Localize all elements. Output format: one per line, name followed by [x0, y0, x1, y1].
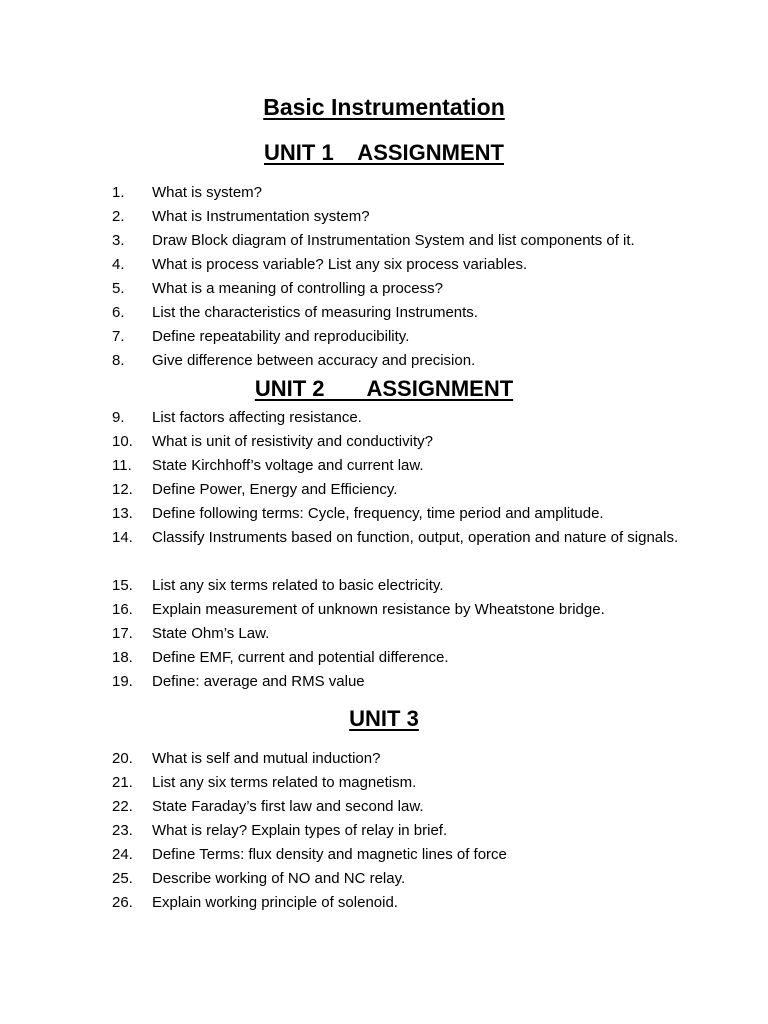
question-item: [0, 502, 768, 526]
question-item: [0, 795, 768, 819]
question-number: 14.: [112, 529, 133, 546]
unit-1-question-list: [0, 181, 768, 373]
question-item: [0, 747, 768, 771]
question-number: 11.: [112, 457, 132, 474]
question-number: 17.: [112, 625, 133, 642]
question-number: 7.: [112, 328, 125, 345]
question-number: 1.: [112, 184, 125, 201]
question-number: 22.: [112, 798, 133, 815]
unit-3-heading: UNIT 3: [349, 706, 419, 731]
question-number: 25.: [112, 870, 133, 887]
question-item: [0, 526, 768, 574]
question-text: State Kirchhoff’s voltage and current law.: [152, 457, 424, 474]
question-text: List any six terms related to basic electricity.: [152, 577, 444, 594]
question-item: [0, 574, 768, 598]
question-number: 16.: [112, 601, 133, 618]
question-number: 2.: [112, 208, 125, 225]
question-item: [0, 229, 768, 253]
question-number: 5.: [112, 280, 125, 297]
question-item: [0, 478, 768, 502]
question-number: 3.: [112, 232, 125, 249]
question-item: [0, 349, 768, 373]
question-text: State Ohm’s Law.: [152, 625, 270, 642]
question-text: Classify Instruments based on function, output, operation and nature of signals.: [152, 529, 679, 546]
question-text: Explain working principle of solenoid.: [152, 894, 398, 911]
question-item: [0, 646, 768, 670]
unit-2-question-list: [0, 406, 768, 694]
question-number: 21.: [112, 774, 133, 791]
question-text: What is a meaning of controlling a process?: [152, 280, 443, 297]
unit-3-question-list: [0, 747, 768, 915]
question-item: [0, 670, 768, 694]
question-text: List factors affecting resistance.: [152, 409, 362, 426]
question-text: Describe working of NO and NC relay.: [152, 870, 406, 887]
question-number: 24.: [112, 846, 133, 863]
document-title: Basic Instrumentation: [263, 94, 505, 120]
question-text: Define EMF, current and potential difference.: [152, 649, 449, 666]
question-item: [0, 301, 768, 325]
question-text: What is relay? Explain types of relay in brief.: [152, 822, 448, 839]
question-text: State Faraday’s first law and second law.: [152, 798, 424, 815]
question-text: What is system?: [152, 184, 263, 201]
question-text: Define Power, Energy and Efficiency.: [152, 481, 398, 498]
question-text: What is process variable? List any six process variables.: [152, 256, 528, 273]
question-number: 6.: [112, 304, 125, 321]
question-number: 9.: [112, 409, 125, 426]
question-text: What is Instrumentation system?: [152, 208, 370, 225]
question-item: [0, 430, 768, 454]
question-item: [0, 598, 768, 622]
question-text: Explain measurement of unknown resistance by Wheatstone bridge.: [152, 601, 605, 618]
question-item: [0, 819, 768, 843]
question-item: [0, 205, 768, 229]
question-text: List the characteristics of measuring Instruments.: [152, 304, 478, 321]
question-item: [0, 253, 768, 277]
question-number: 18.: [112, 649, 133, 666]
question-number: 4.: [112, 256, 125, 273]
question-number: 20.: [112, 750, 133, 767]
question-number: 12.: [112, 481, 133, 498]
question-item: [0, 454, 768, 478]
question-item: [0, 181, 768, 205]
question-number: 13.: [112, 505, 133, 522]
question-item: [0, 843, 768, 867]
question-text: Define Terms: flux density and magnetic lines of force: [152, 846, 507, 863]
question-number: 26.: [112, 894, 133, 911]
question-number: 10.: [112, 433, 133, 450]
question-number: 15.: [112, 577, 133, 594]
question-text: List any six terms related to magnetism.: [152, 774, 417, 791]
question-item: [0, 277, 768, 301]
question-item: [0, 891, 768, 915]
question-text: Define: average and RMS value: [152, 673, 365, 690]
question-text: What is unit of resistivity and conductivity?: [152, 433, 433, 450]
question-number: 8.: [112, 352, 125, 369]
question-item: [0, 771, 768, 795]
question-text: Define following terms: Cycle, frequency, time period and amplitude.: [152, 505, 604, 522]
question-text: Draw Block diagram of Instrumentation System and list components of it.: [152, 232, 635, 249]
question-item: [0, 325, 768, 349]
question-number: 23.: [112, 822, 133, 839]
question-item: [0, 622, 768, 646]
question-text: Give difference between accuracy and precision.: [152, 352, 476, 369]
question-number: 19.: [112, 673, 133, 690]
question-text: What is self and mutual induction?: [152, 750, 381, 767]
unit-2-heading: UNIT 2 ASSIGNMENT: [254, 376, 514, 401]
question-item: [0, 406, 768, 430]
question-item: [0, 867, 768, 891]
question-text: Define repeatability and reproducibility.: [152, 328, 410, 345]
unit-1-heading: UNIT 1 ASSIGNMENT: [264, 140, 504, 165]
